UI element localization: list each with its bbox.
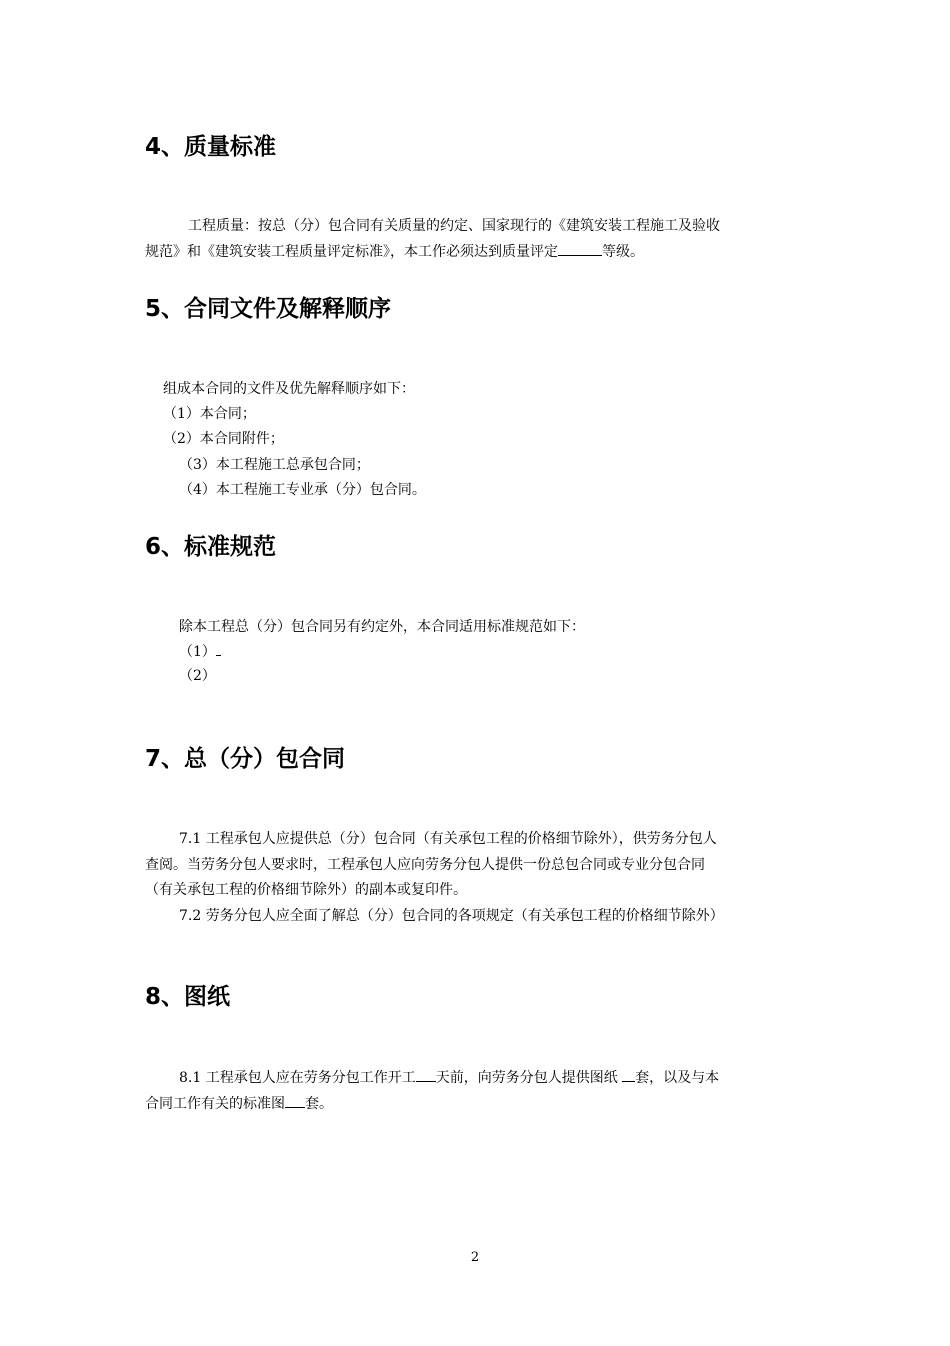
standards-item: （2）	[179, 668, 216, 684]
quality-paragraph-line-2	[145, 239, 644, 265]
days-blank	[416, 1066, 436, 1082]
clause-8-1-text: 合同工作有关的标准图	[145, 1096, 285, 1112]
standards-item-label: （1）	[179, 644, 216, 660]
section-4-heading: 4、质量标准	[145, 134, 277, 160]
clause-8-1-text: 套。	[305, 1096, 333, 1112]
clause-7-1-line-2: 查阅。当劳务分包人要求时，工程承包人应向劳务分包人提供一份总包合同或专业分包合同	[145, 857, 705, 873]
clause-8-1-text: 天前，向劳务分包人提供图纸	[435, 1070, 623, 1086]
standards-item-blank	[216, 641, 221, 656]
contract-doc-item: （4）本工程施工专业承（分）包合同。	[179, 482, 426, 498]
standard-drawing-sets-blank	[285, 1092, 305, 1108]
contract-doc-item: （2）本合同附件；	[163, 431, 284, 447]
section-8-heading: 8、图纸	[145, 984, 231, 1010]
quality-paragraph-line-1: 工程质量：按总（分）包合同有关质量的约定、国家现行的《建筑安装工程施工及验收	[188, 218, 720, 234]
contract-doc-item: （1）本合同；	[163, 406, 256, 422]
section-5-heading: 5、合同文件及解释顺序	[145, 296, 392, 322]
standards-intro: 除本工程总（分）包合同另有约定外，本合同适用标准规范如下：	[179, 619, 585, 635]
contract-docs-intro: 组成本合同的文件及优先解释顺序如下：	[163, 381, 415, 397]
clause-7-1-line-3: （有关承包工程的价格细节除外）的副本或复印件。	[145, 882, 467, 898]
quality-suffix: 等级。	[602, 244, 644, 260]
clause-8-1-line-1	[179, 1065, 719, 1091]
quality-grade-blank	[558, 240, 602, 256]
clause-7-1-line-1: 7.1 工程承包人应提供总（分）包合同（有关承包工程的价格细节除外），供劳务分包人	[179, 831, 717, 847]
section-6-heading: 6、标准规范	[145, 534, 277, 560]
section-7-heading: 7、总（分）包合同	[145, 746, 346, 772]
page-number: 2	[470, 1250, 480, 1265]
clause-8-1-line-2	[145, 1091, 333, 1117]
clause-8-1-text: 8.1 工程承包人应在劳务分包工作开工	[179, 1070, 416, 1086]
standards-item	[179, 639, 221, 665]
quality-text: 规范》和《建筑安装工程质量评定标准》，本工作必须达到质量评定	[145, 244, 558, 260]
clause-8-1-text: 套，以及与本	[635, 1070, 720, 1086]
drawing-sets-blank	[622, 1066, 635, 1082]
clause-7-2: 7.2 劳务分包人应全面了解总（分）包合同的各项规定（有关承包工程的价格细节除外）	[179, 908, 724, 924]
contract-doc-item: （3）本工程施工总承包合同；	[179, 457, 370, 473]
